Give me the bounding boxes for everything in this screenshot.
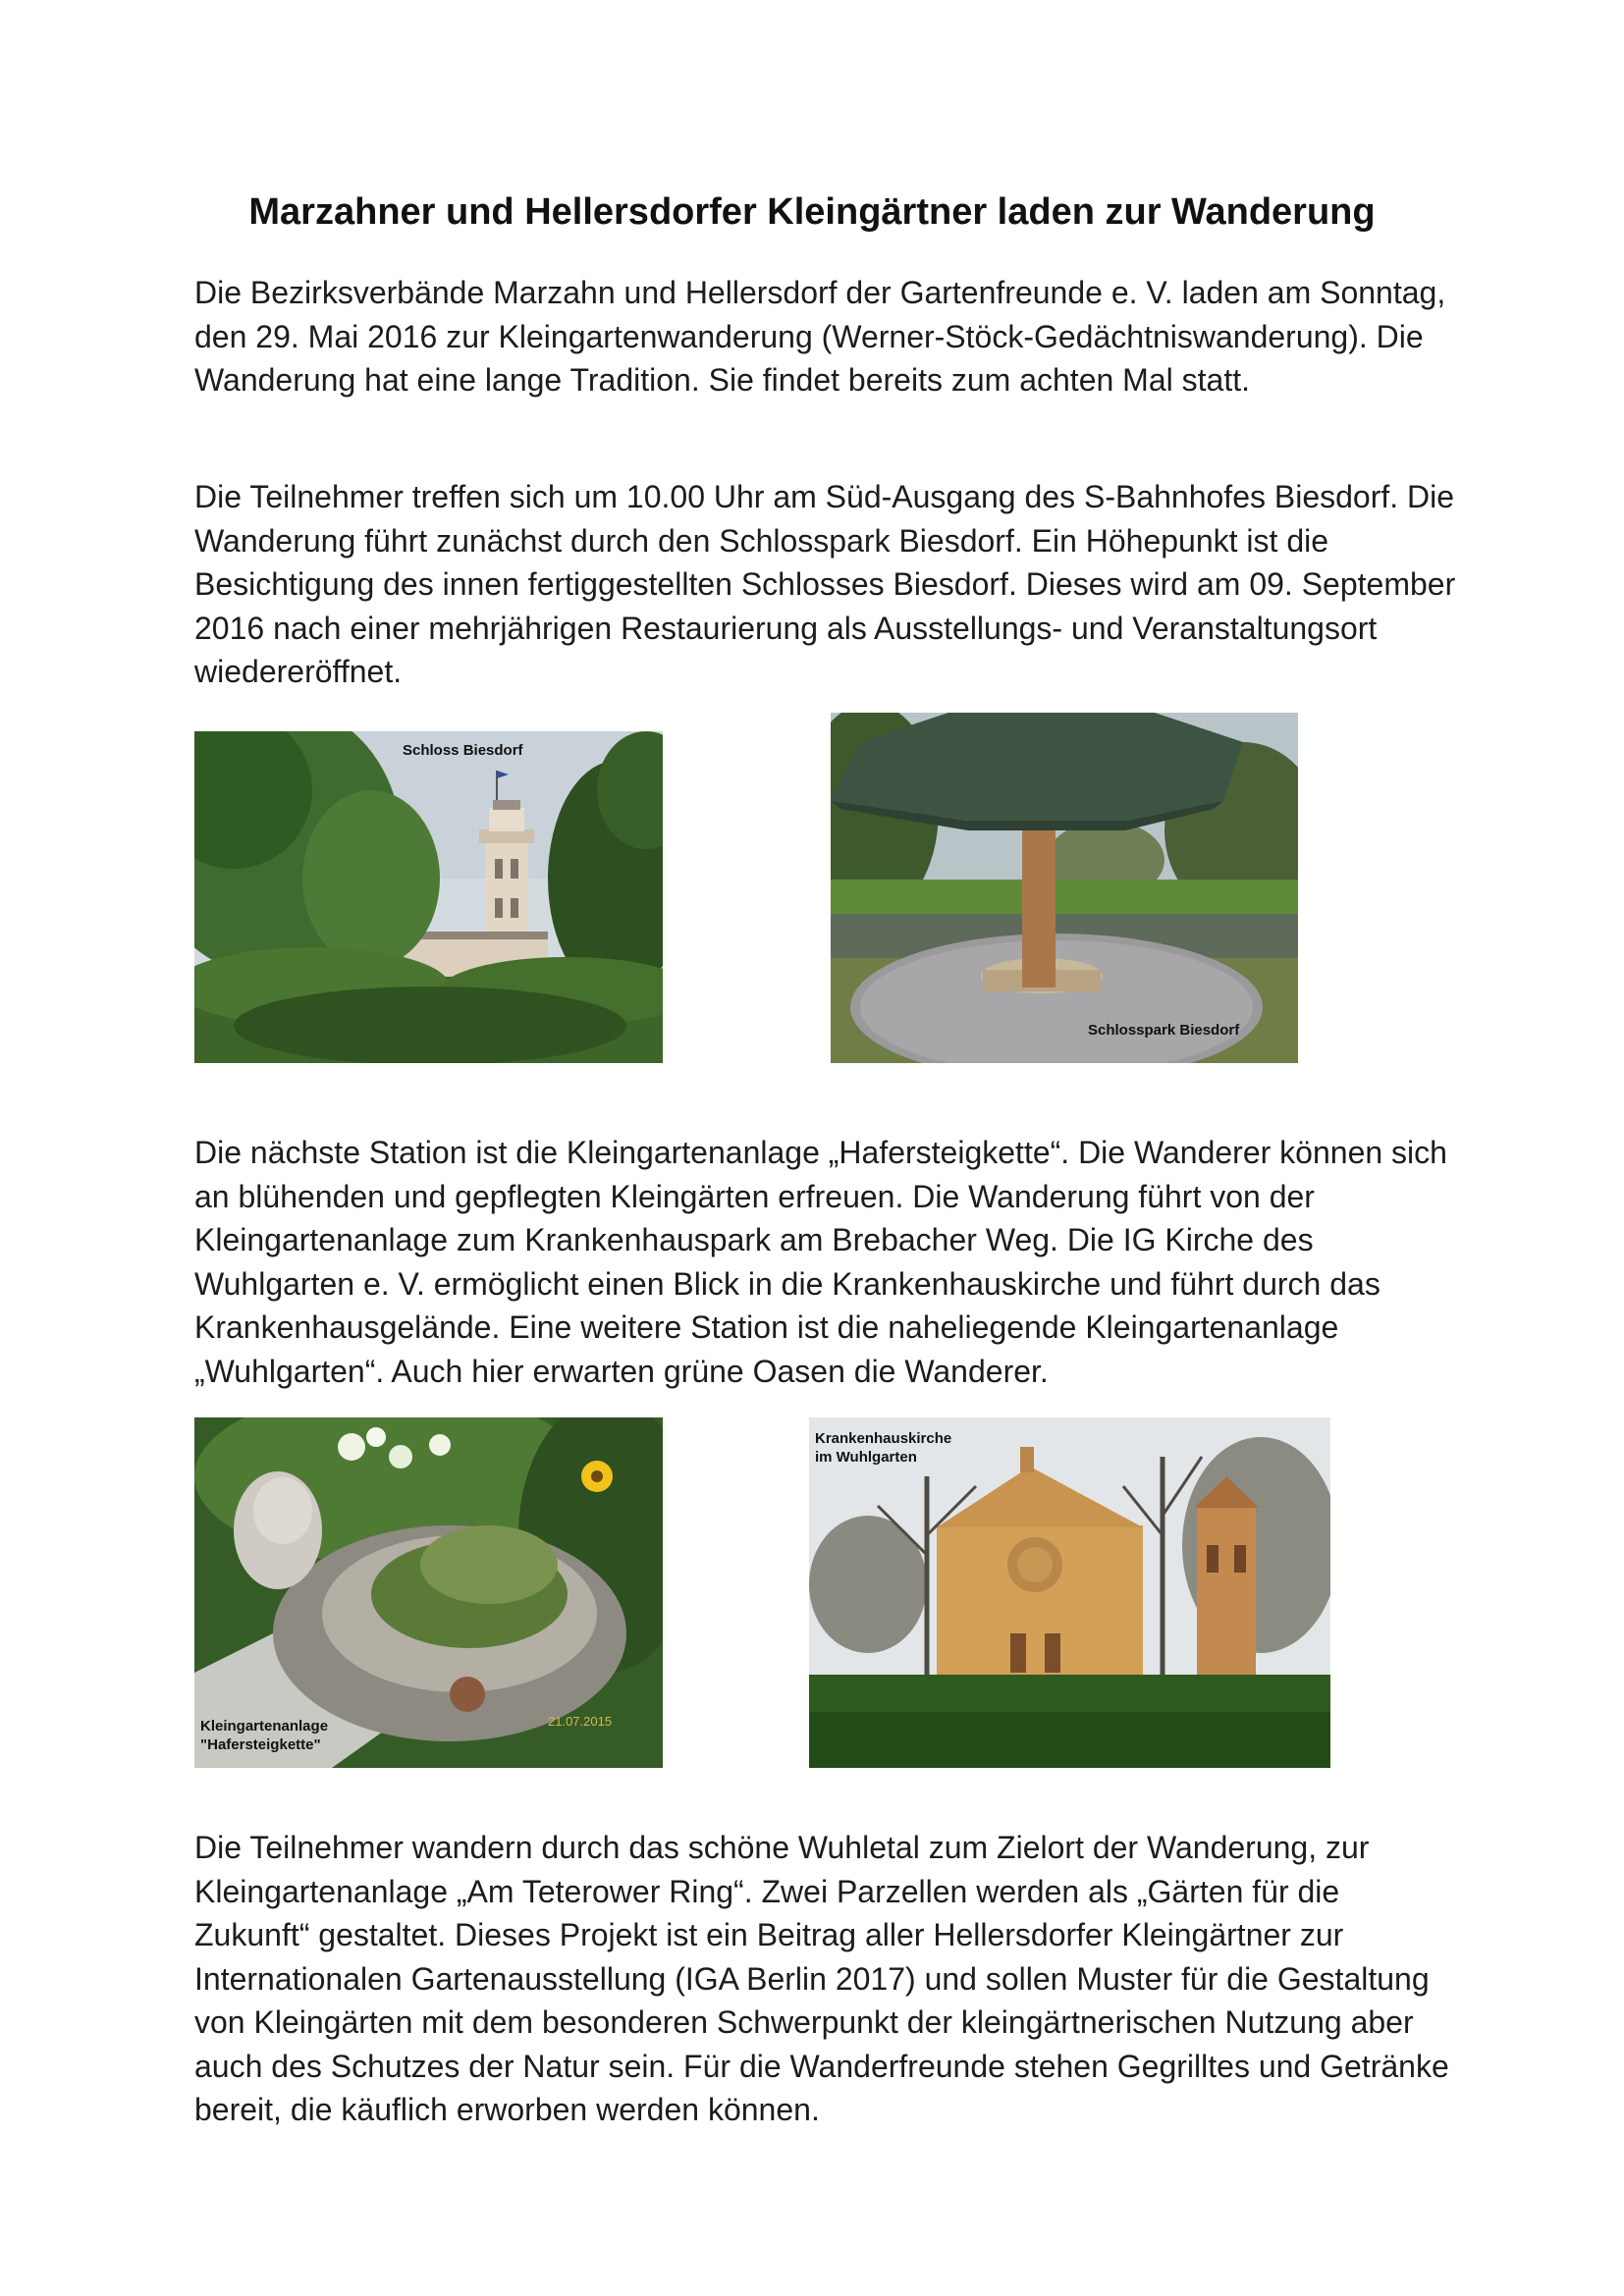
paragraph-meeting-point: Die Teilnehmer treffen sich um 10.00 Uhr am Süd-Ausgang des S-Bahnhofes Biesdorf. Die Wanderung führt zunächst durch den Schlosspark Biesdorf. Ein Höhepunkt ist die Besichtigung des innen fertiggestellten Schlosses Biesdorf. Dieses wird am 09. September 2016 nach einer mehrjährigen Restaurierung als Ausstellungs- und Veranstaltungsort wiedereröffnet. [194, 479, 1456, 689]
hafersteigkette-caption-line1: Kleingartenanlage [200, 1718, 329, 1735]
photo-krankenhauskirche [809, 1417, 1330, 1768]
hafersteigkette-caption-line2: "Hafersteigkette" [200, 1736, 321, 1753]
krankenhauskirche-caption-line1: Krankenhauskirche [815, 1430, 952, 1447]
photo-schlosspark-biesdorf [831, 713, 1298, 1063]
schlosspark-caption: Schlosspark Biesdorf [1088, 1022, 1240, 1039]
krankenhauskirche-image [809, 1417, 1330, 1768]
schloss-biesdorf-image [194, 731, 663, 1063]
paragraph-hafersteigkette: Die nächste Station ist die Kleingartenanlage „Hafersteigkette“. Die Wanderer können sich an blühenden und gepflegten Kleingärten erfreuen. Die Wanderung führt von der Kleingartenanlage zum Krankenhauspark am Brebacher Weg. Die IG Kirche des Wuhlgarten e. V. ermöglicht einen Blick in die Krankenhauskirche und führt durch das Krankenhausgelände. Eine weitere Station ist die naheliegende Kleingartenanlage „Wuhlgarten“. Auch hier erwarten grüne Oasen die Wanderer. [194, 1135, 1447, 1389]
paragraph-intro: Die Bezirksverbände Marzahn und Hellersdorf der Gartenfreunde e. V. laden am Sonntag, den 29. Mai 2016 zur Kleingartenwanderung (Werner-Stöck-Gedächtniswanderung). Die Wanderung hat eine lange Tradition. Sie findet bereits zum achten Mal statt. [194, 275, 1446, 398]
photo-date-stamp: 21.07.2015 [548, 1714, 613, 1729]
photo-schloss-biesdorf [194, 731, 663, 1063]
schlosspark-image [831, 713, 1298, 1063]
article-title: Marzahner und Hellersdorfer Kleingärtner laden zur Wanderung [248, 191, 1376, 233]
paragraph-teterower-ring: Die Teilnehmer wandern durch das schöne Wuhletal zum Zielort der Wanderung, zur Kleingartenanlage „Am Teterower Ring“. Zwei Parzellen werden als „Gärten für die Zukunft“ gestaltet. Dieses Projekt ist ein Beitrag aller Hellersdorfer Kleingärtner zur Internationalen Gartenausstellung (IGA Berlin 2017) und sollen Muster für die Gestaltung von Kleingärten mit dem besonderen Schwerpunkt der kleingärtnerischen Nutzung aber auch des Schutzes der Natur sein. Für die Wanderfreunde stehen Gegrilltes und Getränke bereit, die käuflich erworben werden können. [194, 1830, 1449, 2127]
photo-hafersteigkette [194, 1417, 663, 1768]
schloss-biesdorf-caption: Schloss Biesdorf [403, 742, 523, 759]
krankenhauskirche-caption-line2: im Wuhlgarten [815, 1449, 917, 1466]
